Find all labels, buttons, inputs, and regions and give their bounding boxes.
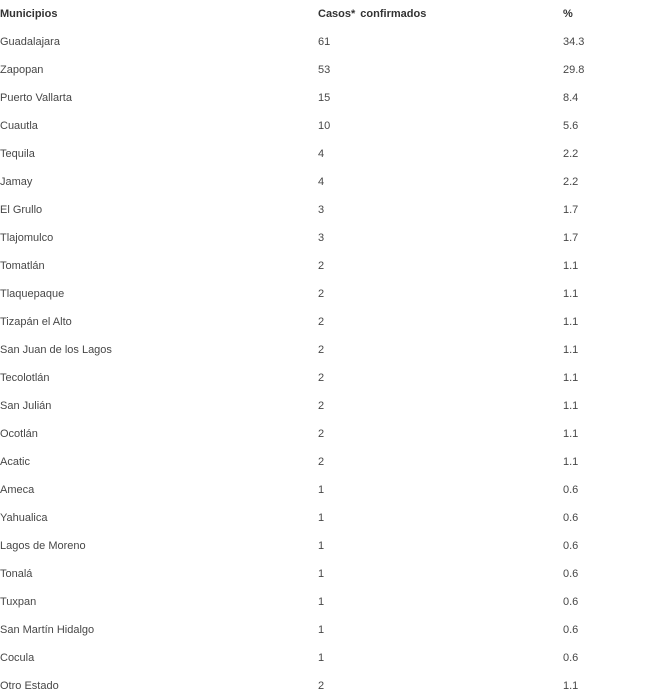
table-row — [0, 308, 669, 336]
cell-porcentaje: 0.6 — [563, 540, 579, 552]
table-row — [0, 140, 669, 168]
table-row — [0, 616, 669, 644]
cell-casos-confirmados: 1 — [318, 568, 325, 580]
column-header-municipios: Municipios — [0, 8, 58, 20]
column-header-porcentaje: % — [563, 8, 573, 20]
cell-porcentaje: 0.6 — [563, 596, 579, 608]
cell-porcentaje: 1.1 — [563, 400, 579, 412]
table-header — [0, 0, 669, 28]
table-row — [0, 672, 669, 700]
cell-municipio: Tuxpan — [0, 596, 37, 608]
cell-casos-confirmados: 2 — [318, 400, 325, 412]
cell-municipio: Tonalá — [0, 568, 33, 580]
cell-porcentaje: 5.6 — [563, 120, 579, 132]
cell-municipio: Ameca — [0, 484, 35, 496]
table-row — [0, 252, 669, 280]
cell-casos-confirmados: 3 — [318, 232, 325, 244]
cell-porcentaje: 1.1 — [563, 260, 579, 272]
cell-porcentaje: 1.7 — [563, 232, 579, 244]
cell-municipio: Acatic — [0, 456, 30, 468]
cell-municipio: Zapopan — [0, 64, 44, 76]
cell-casos-confirmados: 1 — [318, 624, 325, 636]
cell-porcentaje: 1.1 — [563, 428, 579, 440]
column-header-casos-label: Casos* — [318, 8, 356, 20]
cell-casos-confirmados: 2 — [318, 456, 325, 468]
cell-municipio: Yahualica — [0, 512, 48, 524]
column-header-confirmados-label: confirmados — [360, 8, 427, 20]
table-row — [0, 28, 669, 56]
table-row — [0, 84, 669, 112]
table-row — [0, 448, 669, 476]
cell-casos-confirmados: 2 — [318, 344, 325, 356]
table-row — [0, 224, 669, 252]
table-row — [0, 476, 669, 504]
cell-municipio: Tecolotlán — [0, 372, 50, 384]
cell-porcentaje: 1.1 — [563, 344, 579, 356]
table-row — [0, 560, 669, 588]
table-row — [0, 112, 669, 140]
cell-casos-confirmados: 10 — [318, 120, 331, 132]
cell-municipio: Tizapán el Alto — [0, 316, 72, 328]
cell-casos-confirmados: 4 — [318, 176, 325, 188]
cell-municipio: Tequila — [0, 148, 35, 160]
cell-casos-confirmados: 1 — [318, 652, 325, 664]
table-row — [0, 644, 669, 672]
cell-casos-confirmados: 2 — [318, 260, 325, 272]
cell-municipio: Tomatlán — [0, 260, 45, 272]
table-row — [0, 364, 669, 392]
table-row — [0, 420, 669, 448]
cell-porcentaje: 0.6 — [563, 484, 579, 496]
cell-casos-confirmados: 61 — [318, 36, 331, 48]
cell-municipio: Lagos de Moreno — [0, 540, 86, 552]
cell-municipio: El Grullo — [0, 204, 43, 216]
table-row — [0, 196, 669, 224]
cell-casos-confirmados: 1 — [318, 596, 325, 608]
cell-municipio: San Martín Hidalgo — [0, 624, 95, 636]
cell-casos-confirmados: 1 — [318, 512, 325, 524]
cell-porcentaje: 1.1 — [563, 316, 579, 328]
cell-municipio: San Julián — [0, 400, 52, 412]
cell-porcentaje: 8.4 — [563, 92, 579, 104]
cell-casos-confirmados: 1 — [318, 484, 325, 496]
cell-porcentaje: 1.1 — [563, 372, 579, 384]
cell-porcentaje: 0.6 — [563, 568, 579, 580]
table-row — [0, 280, 669, 308]
cell-municipio: Otro Estado — [0, 680, 59, 692]
cell-municipio: Ocotlán — [0, 428, 38, 440]
cell-porcentaje: 1.1 — [563, 680, 579, 692]
table-row — [0, 392, 669, 420]
cell-municipio: Cuautla — [0, 120, 38, 132]
cell-municipio: Jamay — [0, 176, 33, 188]
cell-municipio: Tlaquepaque — [0, 288, 65, 300]
table-body — [0, 28, 669, 700]
cell-casos-confirmados: 2 — [318, 372, 325, 384]
table-row — [0, 588, 669, 616]
table-header-row — [0, 0, 669, 28]
cell-municipio: Guadalajara — [0, 36, 60, 48]
cell-casos-confirmados: 2 — [318, 680, 325, 692]
cell-casos-confirmados: 1 — [318, 540, 325, 552]
cell-municipio: San Juan de los Lagos — [0, 344, 112, 356]
cell-porcentaje: 34.3 — [563, 36, 585, 48]
table-row — [0, 168, 669, 196]
cell-casos-confirmados: 4 — [318, 148, 325, 160]
cell-porcentaje: 2.2 — [563, 176, 579, 188]
table-row — [0, 532, 669, 560]
column-header-casos-confirmados — [318, 0, 563, 28]
cell-porcentaje: 29.8 — [563, 64, 585, 76]
table-row — [0, 504, 669, 532]
cell-casos-confirmados: 3 — [318, 204, 325, 216]
cell-porcentaje: 0.6 — [563, 624, 579, 636]
cell-casos-confirmados: 2 — [318, 288, 325, 300]
cell-porcentaje: 0.6 — [563, 512, 579, 524]
cell-casos-confirmados: 15 — [318, 92, 331, 104]
table-row — [0, 56, 669, 84]
cell-casos-confirmados: 53 — [318, 64, 331, 76]
cell-municipio: Puerto Vallarta — [0, 92, 72, 104]
table-row — [0, 336, 669, 364]
cell-porcentaje: 1.7 — [563, 204, 579, 216]
cell-municipio: Tlajomulco — [0, 232, 54, 244]
cell-casos-confirmados: 2 — [318, 316, 325, 328]
cell-porcentaje: 1.1 — [563, 288, 579, 300]
cell-casos-confirmados: 2 — [318, 428, 325, 440]
cell-municipio: Cocula — [0, 652, 35, 664]
cell-porcentaje: 2.2 — [563, 148, 579, 160]
cell-porcentaje: 0.6 — [563, 652, 579, 664]
cell-porcentaje: 1.1 — [563, 456, 579, 468]
